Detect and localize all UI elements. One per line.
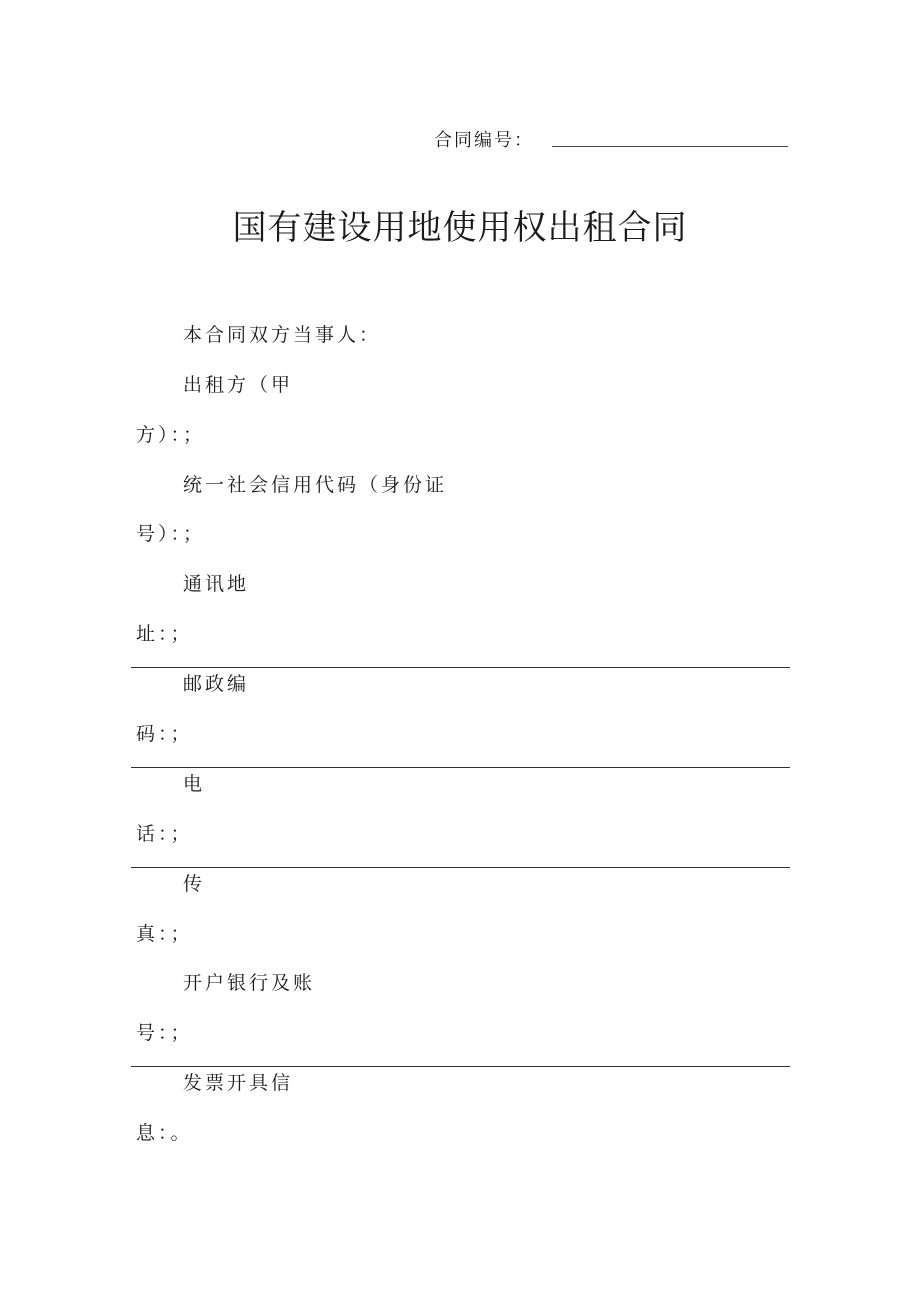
- fax-label-line2: 真：；: [136, 923, 193, 945]
- lessor-label-line1: 出租方（甲: [183, 374, 294, 396]
- contract-number-blank[interactable]: [552, 146, 788, 147]
- lessor-label-line2: 方）：；: [136, 424, 206, 446]
- bank-account-label-line2: 号：；: [136, 1022, 193, 1044]
- postal-code-label-line2: 码：；: [136, 723, 193, 745]
- postal-code-underline: [131, 767, 790, 768]
- invoice-info-label-line1: 发票开具信: [183, 1072, 294, 1094]
- address-label-line2: 址：；: [136, 623, 193, 645]
- invoice-info-label-line2: 息：。: [136, 1122, 193, 1144]
- parties-intro: 本合同双方当事人：: [183, 324, 382, 346]
- document-title: 国有建设用地使用权出租合同: [232, 208, 688, 248]
- bank-account-label-line1: 开户银行及账: [183, 972, 316, 994]
- address-underline: [131, 667, 790, 668]
- postal-code-label-line1: 邮政编: [183, 673, 250, 695]
- phone-label-line2: 话：；: [136, 823, 193, 845]
- credit-code-label-line2: 号）：；: [136, 523, 206, 545]
- phone-underline: [131, 867, 790, 868]
- address-label-line1: 通讯地: [183, 573, 250, 595]
- contract-number-label: 合同编号：: [434, 130, 534, 151]
- phone-label-line1: 电: [183, 773, 206, 795]
- credit-code-label-line1: 统一社会信用代码（身份证: [183, 474, 448, 496]
- fax-label-line1: 传: [183, 873, 206, 895]
- bank-account-underline: [131, 1066, 790, 1067]
